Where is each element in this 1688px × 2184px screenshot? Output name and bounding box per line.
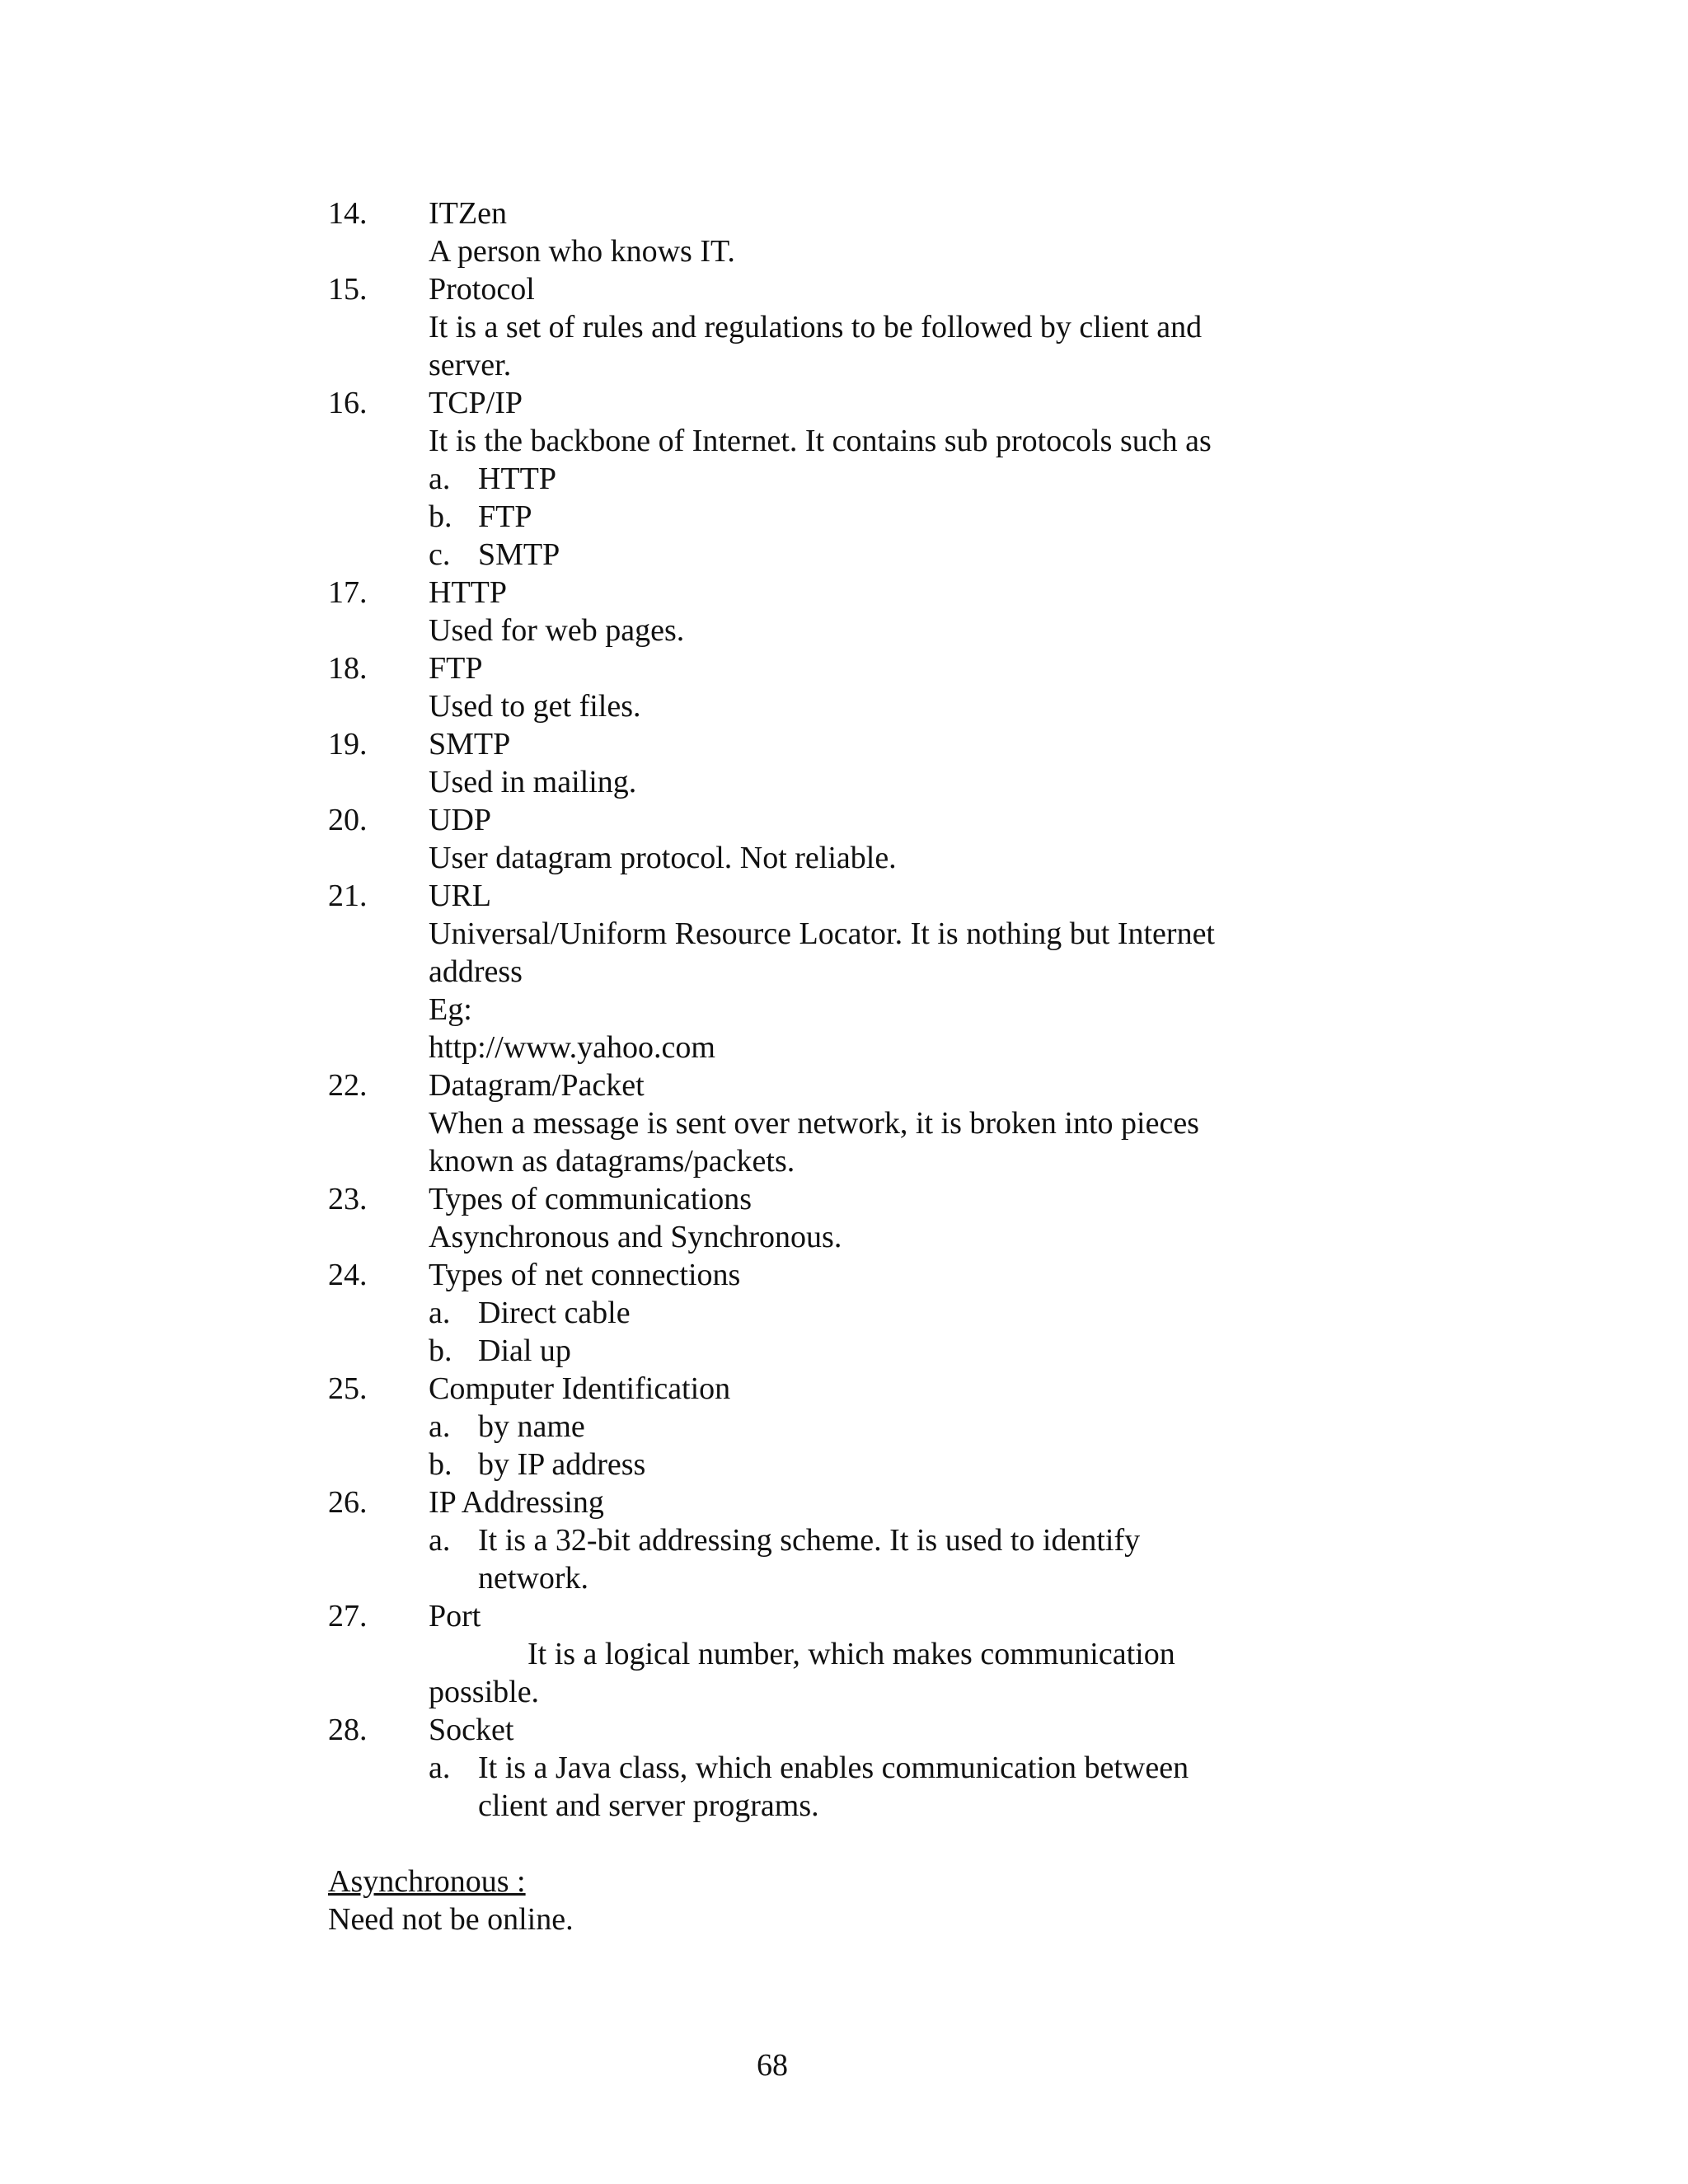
sub-item-text: It is a Java class, which enables communication between [478, 1750, 1189, 1785]
list-item [328, 270, 1400, 384]
sub-item-letter: a. [429, 1523, 451, 1558]
item-title: IP Addressing [429, 1485, 604, 1520]
item-number: 27. [328, 1599, 368, 1633]
sub-item-letter: a. [429, 1750, 451, 1785]
item-description: A person who knows IT. [429, 234, 735, 269]
item-title: Port [429, 1599, 481, 1633]
item-number: 15. [328, 272, 368, 307]
sub-item-letter: b. [429, 499, 452, 534]
item-number: 28. [328, 1713, 368, 1747]
sub-item-letter: b. [429, 1447, 452, 1482]
item-number: 16. [328, 386, 368, 420]
item-description: address [429, 954, 523, 989]
item-title: URL [429, 879, 491, 913]
item-description: User datagram protocol. Not reliable. [429, 841, 897, 875]
item-description: Universal/Uniform Resource Locator. It is nothing but Internet [429, 916, 1215, 951]
sub-item-text: FTP [478, 499, 532, 534]
item-description: Asynchronous and Synchronous. [429, 1220, 842, 1254]
sub-item [429, 536, 1400, 574]
item-number: 17. [328, 575, 368, 610]
item-title: UDP [429, 803, 492, 837]
sub-item [429, 1294, 1400, 1332]
item-description: Used in mailing. [429, 765, 637, 799]
item-description: It is the backbone of Internet. It contains sub protocols such as [429, 424, 1212, 458]
list-item [328, 1370, 1400, 1483]
item-number: 18. [328, 651, 368, 686]
item-number: 24. [328, 1258, 368, 1292]
item-number: 19. [328, 727, 368, 762]
item-description: Used to get files. [429, 689, 641, 724]
item-title: HTTP [429, 575, 507, 610]
sub-item-text: SMTP [478, 537, 560, 572]
sub-item-letter: a. [429, 1296, 451, 1330]
sub-item [429, 498, 1400, 536]
sub-item [429, 1446, 1400, 1483]
item-description: known as datagrams/packets. [429, 1144, 795, 1179]
item-number: 14. [328, 196, 368, 231]
list-item [328, 574, 1400, 649]
item-title: Protocol [429, 272, 535, 307]
item-number: 23. [328, 1182, 368, 1216]
sub-item-letter: b. [429, 1333, 452, 1368]
sub-item-text: network. [478, 1561, 589, 1596]
list-item [328, 1483, 1400, 1597]
sub-item [429, 1332, 1400, 1370]
item-title: ITZen [429, 196, 507, 231]
list-item [328, 801, 1400, 877]
sub-item [429, 460, 1400, 498]
item-number: 22. [328, 1068, 368, 1103]
item-description: http://www.yahoo.com [429, 1030, 715, 1065]
definition-list [328, 194, 1400, 1825]
item-description: possible. [429, 1675, 540, 1709]
item-description: It is a logical number, which makes communication [528, 1637, 1175, 1671]
list-item [328, 1711, 1400, 1825]
item-description: server. [429, 348, 512, 382]
list-item [328, 194, 1400, 270]
asynchronous-heading: Asynchronous : [328, 1864, 526, 1899]
sub-item-text: Direct cable [478, 1296, 631, 1330]
item-title: Types of communications [429, 1182, 753, 1216]
item-number: 21. [328, 879, 368, 913]
sub-item-letter: c. [429, 537, 451, 572]
item-description: When a message is sent over network, it is broken into pieces [429, 1106, 1199, 1141]
list-item [328, 1597, 1400, 1711]
asynchronous-text: Need not be online. [328, 1902, 574, 1937]
page-number: 68 [757, 2048, 788, 2083]
item-title: SMTP [429, 727, 511, 762]
sub-item-letter: a. [429, 462, 451, 496]
item-description: Used for web pages. [429, 613, 685, 648]
list-item [328, 725, 1400, 801]
list-item [328, 649, 1400, 725]
item-title: Types of net connections [429, 1258, 741, 1292]
list-item [328, 877, 1400, 1066]
list-item [328, 384, 1400, 574]
list-item [328, 1066, 1400, 1180]
item-description: Eg: [429, 992, 472, 1027]
item-number: 26. [328, 1485, 368, 1520]
sub-item [429, 1521, 1400, 1597]
sub-item-text: HTTP [478, 462, 556, 496]
sub-item [429, 1749, 1400, 1825]
sub-item-text: by name [478, 1409, 585, 1444]
sub-item [429, 1408, 1400, 1446]
item-title: Computer Identification [429, 1371, 731, 1406]
item-title: TCP/IP [429, 386, 523, 420]
item-number: 20. [328, 803, 368, 837]
list-item [328, 1180, 1400, 1256]
sub-item-text: Dial up [478, 1333, 571, 1368]
asynchronous-note [328, 1863, 574, 1938]
item-title: FTP [429, 651, 483, 686]
sub-item-letter: a. [429, 1409, 451, 1444]
sub-item-text: client and server programs. [478, 1788, 819, 1823]
list-item [328, 1256, 1400, 1370]
sub-item-text: It is a 32-bit addressing scheme. It is used to identify [478, 1523, 1141, 1558]
item-number: 25. [328, 1371, 368, 1406]
item-description: It is a set of rules and regulations to be followed by client and [429, 310, 1203, 344]
item-title: Datagram/Packet [429, 1068, 645, 1103]
item-title: Socket [429, 1713, 514, 1747]
sub-item-text: by IP address [478, 1447, 646, 1482]
